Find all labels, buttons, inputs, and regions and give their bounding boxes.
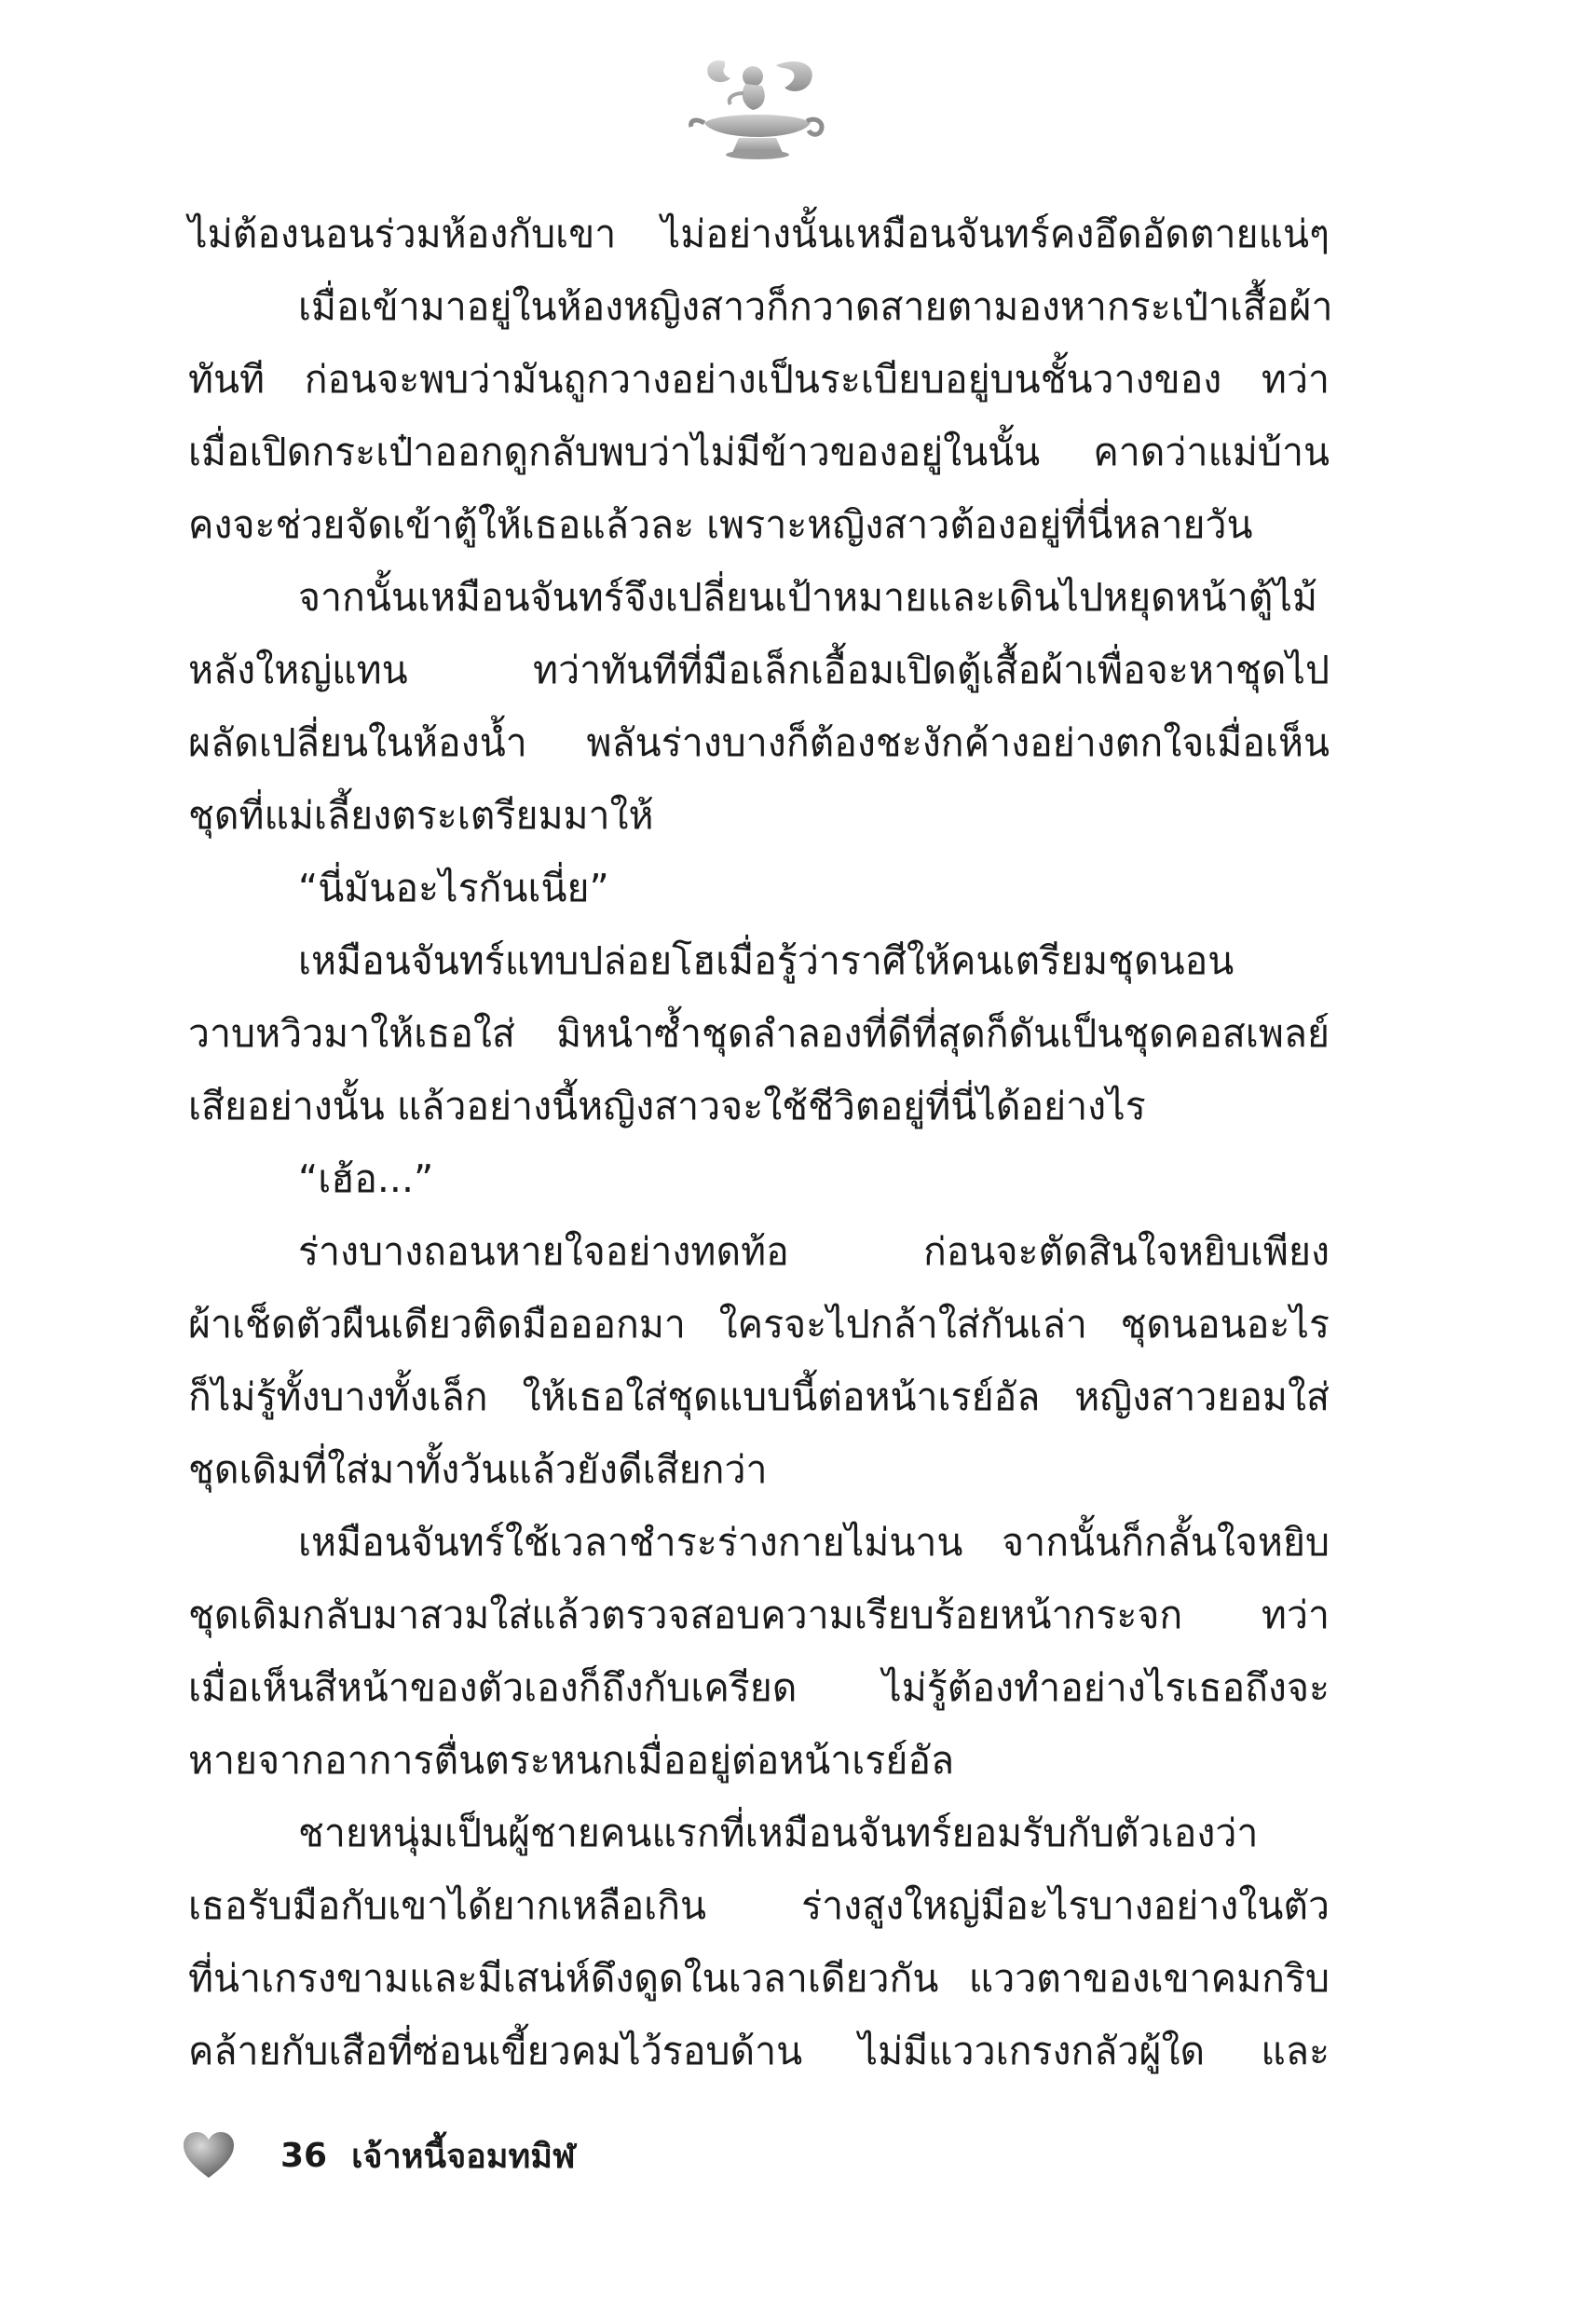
cupid-teapot-icon — [688, 56, 827, 163]
page-footer — [182, 2127, 576, 2183]
text-line: เมื่อเห็นสีหน้าของตัวเองก็ถึงกับเครียด ไม่รู้ต้องทำอย่างไรเธอถึงจะ — [188, 1665, 1330, 1710]
page-number: 36 — [280, 2136, 328, 2175]
text-line: จากนั้นเหมือนจันทร์จึงเปลี่ยนเป้าหมายและเดินไปหยุดหน้าตู้ไม้ — [298, 575, 1318, 620]
text-line: ชุดที่แม่เลี้ยงตระเตรียมมาให้ — [188, 793, 654, 838]
text-line: คล้ายกับเสือที่ซ่อนเขี้ยวคมไว้รอบด้าน ไม่มีแววเกรงกลัวผู้ใด และ — [188, 2029, 1330, 2073]
text-line: เธอรับมือกับเขาได้ยากเหลือเกิน ร่างสูงใหญ่มีอะไรบางอย่างในตัว — [188, 1883, 1330, 1928]
text-line: ที่น่าเกรงขามและมีเสน่ห์ดึงดูดในเวลาเดียวกัน แววตาของเขาคมกริบ — [188, 1956, 1330, 2001]
text-line: เหมือนจันทร์ใช้เวลาชำระร่างกายไม่นาน จากนั้นก็กลั้นใจหยิบ — [298, 1520, 1330, 1565]
text-line: หายจากอาการตื่นตระหนกเมื่ออยู่ต่อหน้าเรย์อัล — [188, 1738, 955, 1783]
body-text — [188, 198, 1333, 2087]
text-line: ไม่ต้องนอนร่วมห้องกับเขา ไม่อย่างนั้นเหมือนจันทร์คงอึดอัดตายแน่ๆ — [188, 212, 1330, 256]
text-line: ชายหนุ่มเป็นผู้ชายคนแรกที่เหมือนจันทร์ยอมรับกับตัวเองว่า — [298, 1811, 1259, 1855]
text-line: ก็ไม่รู้ทั้งบางทั้งเล็ก ให้เธอใส่ชุดแบบนี้ต่อหน้าเรย์อัล หญิงสาวยอมใส่ — [188, 1374, 1330, 1419]
text-line: “นี่มันอะไรกันเนี่ย” — [298, 866, 609, 910]
text-line: เสียอย่างนั้น แล้วอย่างนี้หญิงสาวจะใช้ชีวิตอยู่ที่นี่ได้อย่างไร — [188, 1084, 1146, 1128]
text-line: “เฮ้อ...” — [298, 1156, 434, 1201]
text-line: ผ้าเช็ดตัวผืนเดียวติดมือออกมา ใครจะไปกล้าใส่กันเล่า ชุดนอนอะไร — [188, 1302, 1330, 1347]
text-line: เหมือนจันทร์แทบปล่อยโฮเมื่อรู้ว่าราศีให้คนเตรียมชุดนอน — [298, 938, 1235, 983]
text-line: ทันที ก่อนจะพบว่ามันถูกวางอย่างเป็นระเบียบอยู่บนชั้นวางของ ทว่า — [188, 357, 1330, 402]
text-line: ผลัดเปลี่ยนในห้องน้ำ พลันร่างบางก็ต้องชะงักค้างอย่างตกใจเมื่อเห็น — [188, 720, 1330, 765]
text-line: ร่างบางถอนหายใจอย่างทดท้อ ก่อนจะตัดสินใจหยิบเพียง — [298, 1229, 1330, 1274]
book-title: เจ้าหนี้จอมทมิฬ — [351, 2137, 576, 2176]
text-line: คงจะช่วยจัดเข้าตู้ให้เธอแล้วละ เพราะหญิงสาวต้องอยู่ที่นี่หลายวัน — [188, 502, 1253, 547]
text-line: หลังใหญ่แทน ทว่าทันทีที่มือเล็กเอื้อมเปิดตู้เสื้อผ้าเพื่อจะหาชุดไป — [188, 648, 1330, 692]
text-line: ชุดเดิมกลับมาสวมใส่แล้วตรวจสอบความเรียบร้อยหน้ากระจก ทว่า — [188, 1593, 1330, 1637]
text-line: ชุดเดิมที่ใส่มาทั้งวันแล้วยังดีเสียกว่า — [188, 1447, 768, 1492]
text-line: วาบหวิวมาให้เธอใส่ มิหนำซ้ำชุดลำลองที่ดีที่สุดก็ดันเป็นชุดคอสเพลย์ — [188, 1011, 1330, 1056]
text-line: เมื่อเปิดกระเป๋าออกดูกลับพบว่าไม่มีข้าวของอยู่ในนั้น คาดว่าแม่บ้าน — [188, 430, 1330, 474]
heart-icon — [182, 2131, 236, 2180]
text-line: เมื่อเข้ามาอยู่ในห้องหญิงสาวก็กวาดสายตามองหากระเป๋าเสื้อผ้า — [298, 284, 1333, 329]
